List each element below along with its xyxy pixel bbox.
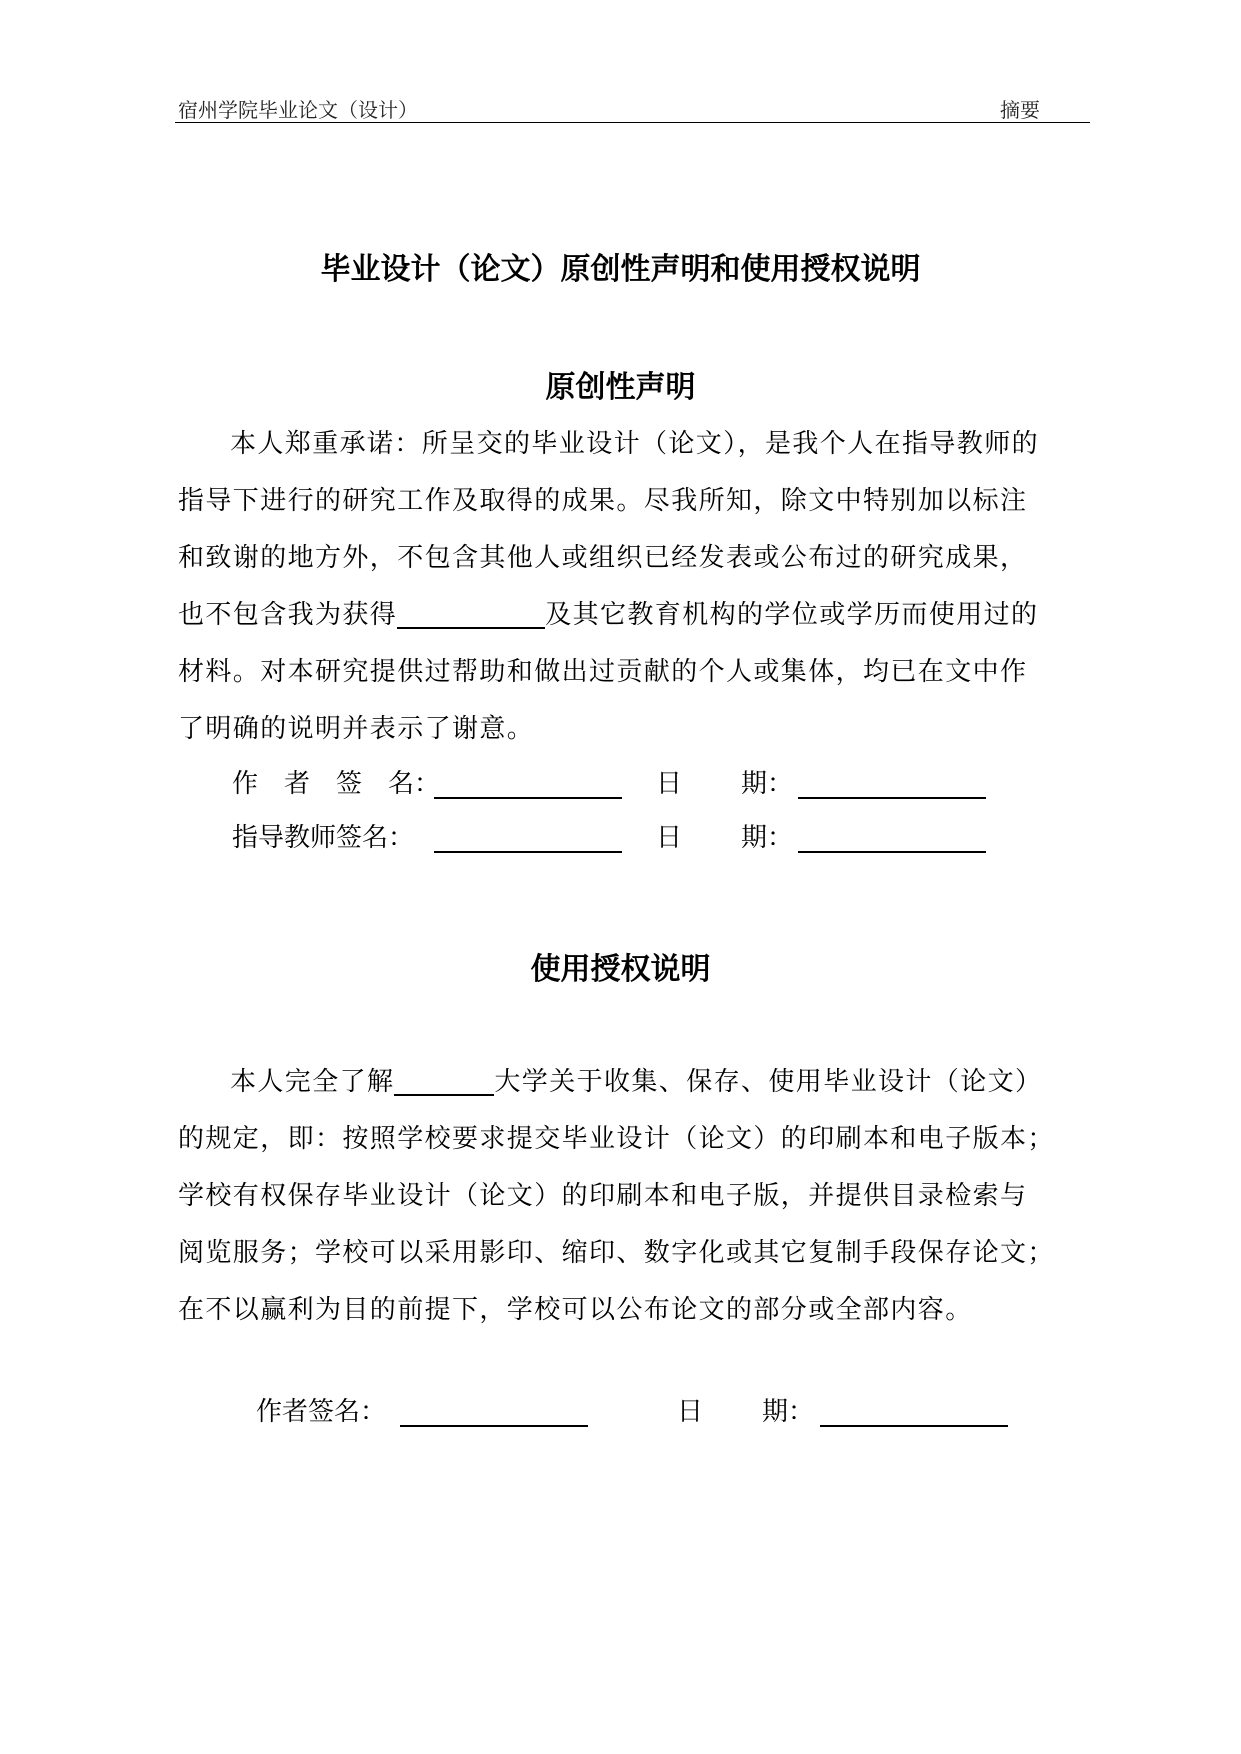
authorization-title: 使用授权说明 xyxy=(530,952,711,987)
advisor-date-field[interactable] xyxy=(798,851,986,853)
authorization-author-sign-field[interactable] xyxy=(400,1425,588,1427)
line-text-after-blank: 大学关于收集、保存、使用毕业设计（论文） xyxy=(494,1067,1043,1097)
author-sign-field[interactable] xyxy=(434,797,622,799)
authorization-date-field[interactable] xyxy=(820,1425,1008,1427)
header-school-title: 宿州学院毕业论文（设计） xyxy=(178,98,418,122)
paragraph-line: 本人郑重承诺：所呈交的毕业设计（论文），是我个人在指导教师的 xyxy=(230,429,1040,459)
author-sign-label: 作 者 签 名： xyxy=(232,769,441,799)
paragraph-line: 阅览服务；学校可以采用影印、缩印、数字化或其它复制手段保存论文； xyxy=(178,1238,1055,1268)
advisor-sign-label: 指导教师签名： xyxy=(232,823,415,853)
paragraph-line: 了明确的说明并表示了谢意。 xyxy=(178,714,535,744)
institution-blank[interactable] xyxy=(397,599,545,629)
date-label-char-1: 日 xyxy=(656,823,683,853)
advisor-sign-field[interactable] xyxy=(434,851,622,853)
authorization-author-sign-label: 作者签名： xyxy=(256,1397,387,1427)
paragraph-line: 和致谢的地方外，不包含其他人或组织已经发表或公布过的研究成果， xyxy=(178,543,1028,573)
university-blank[interactable] xyxy=(394,1066,494,1096)
main-title: 毕业设计（论文）原创性声明和使用授权说明 xyxy=(320,252,921,287)
line-text-before-blank: 本人完全了解 xyxy=(230,1067,395,1097)
line-text-before-blank: 也不包含我为获得 xyxy=(178,600,398,630)
paragraph-line xyxy=(178,587,1088,644)
date-label-char-1: 日 xyxy=(677,1397,704,1427)
originality-title: 原创性声明 xyxy=(545,370,696,405)
author-date-field[interactable] xyxy=(798,797,986,799)
date-label-char-1: 日 xyxy=(656,769,683,799)
paragraph-line: 指导下进行的研究工作及取得的成果。尽我所知，除文中特别加以标注 xyxy=(178,486,1028,516)
date-label-char-2: 期： xyxy=(762,1397,815,1427)
date-label-char-2: 期： xyxy=(741,769,794,799)
paragraph-line: 材料。对本研究提供过帮助和做出过贡献的个人或集体，均已在文中作 xyxy=(178,657,1028,687)
header-section-name: 摘要 xyxy=(1000,98,1040,122)
paragraph-line: 学校有权保存毕业设计（论文）的印刷本和电子版，并提供目录检索与 xyxy=(178,1181,1028,1211)
paragraph-line xyxy=(178,1054,1088,1111)
paragraph-line: 的规定，即：按照学校要求提交毕业设计（论文）的印刷本和电子版本； xyxy=(178,1124,1055,1154)
date-label-char-2: 期： xyxy=(741,823,794,853)
paragraph-line: 在不以赢利为目的前提下，学校可以公布论文的部分或全部内容。 xyxy=(178,1295,973,1325)
page-header xyxy=(175,92,1090,123)
line-text-after-blank: 及其它教育机构的学位或学历而使用过的 xyxy=(545,600,1039,630)
